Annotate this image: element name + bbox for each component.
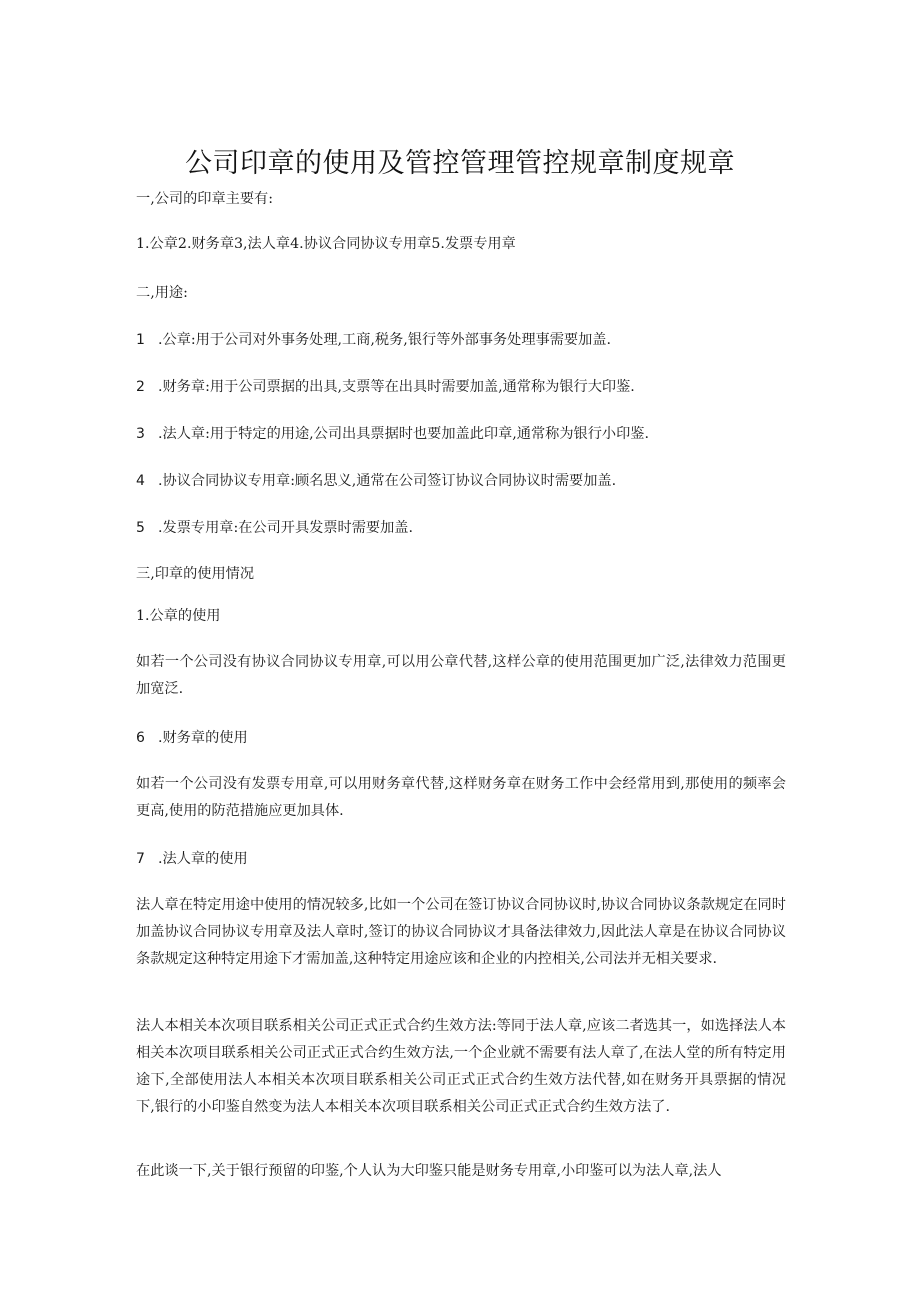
section-3-heading: 三,印章的使用情况 xyxy=(136,566,255,582)
subsection-1-paragraph: 如若一个公司没有协议合同协议专用章,可以用公章代替,这样公章的使用范围更加广泛,法律效力范围更加宽泛. xyxy=(136,654,786,697)
subsection-title: .财务章的使用 xyxy=(158,730,248,746)
use-item-text: .法人章:用于特定的用途,公司出具票据时也要加盖此印章,通常称为银行小印鉴. xyxy=(158,426,650,442)
subsection-title: .法人章的使用 xyxy=(158,851,248,867)
section-1-heading: 一,公司的印章主要有: xyxy=(136,191,273,207)
use-item-5 xyxy=(136,516,786,540)
seal-list: 1.公章2.财务章3,法人章4.协议合同协议专用章5.发票专用章 xyxy=(136,236,516,252)
use-item-3 xyxy=(136,422,786,446)
subsection-number: 6 xyxy=(136,730,145,746)
use-item-text: .公章:用于公司对外事务处理,工商,税务,银行等外部事务处理事需要加盖. xyxy=(158,332,611,348)
subsection-3-paragraph-1: 法人章在特定用途中使用的情况较多,比如一个公司在签订协议合同协议时,协议合同协议条款规定在同时加盖协议合同协议专用章及法人章时,签订的协议合同协议才具备法律效力,因此法人章是在协议合同协议条款规定这种特定用途下才需加盖,这种特定用途应该和企业的内控相关,公司法并无相关要求. xyxy=(136,897,786,967)
use-item-4 xyxy=(136,469,786,493)
subsection-3-heading xyxy=(136,847,786,871)
subsection-2-paragraph: 如若一个公司没有发票专用章,可以用财务章代替,这样财务章在财务工作中会经常用到,那使用的频率会更高,使用的防范措施应更加具体. xyxy=(136,776,786,819)
document-title: 公司印章的使用及管控管理管控规章制度规章 xyxy=(185,148,735,179)
use-item-text: .协议合同协议专用章:顾名思义,通常在公司签订协议合同协议时需要加盖. xyxy=(158,473,617,489)
subsection-number: 7 xyxy=(136,851,145,867)
use-item-number: 1 xyxy=(136,332,145,348)
use-item-text: .财务章:用于公司票据的出具,支票等在出具时需要加盖,通常称为银行大印鉴. xyxy=(158,379,635,395)
use-item-text: .发票专用章:在公司开具发票时需要加盖. xyxy=(158,520,413,536)
use-item-number: 5 xyxy=(136,520,145,536)
section-2-heading: 二,用途: xyxy=(136,285,188,301)
subsection-3-paragraph-2: 法人本相关本次项目联系相关公司正式正式合约生效方法:等同于法人章,应该二者选其一，如选择法人本相关本次项目联系相关公司正式正式合约生效方法,一个企业就不需要有法人章了,在法人堂的所有特定用途下,全部使用法人本相关本次项目联系相关公司正式正式合约生效方法代替,如在财务开具票据的情况下,银行的小印鉴自然变为法人本相关本次项目联系相关公司正式正式合约生效方法了. xyxy=(136,1018,786,1115)
subsection-1-heading: 1.公章的使用 xyxy=(136,608,221,624)
use-item-number: 3 xyxy=(136,426,145,442)
use-item-1 xyxy=(136,328,786,352)
use-item-number: 2 xyxy=(136,379,145,395)
subsection-2-heading xyxy=(136,726,786,750)
use-item-number: 4 xyxy=(136,473,145,489)
subsection-3-paragraph-3: 在此谈一下,关于银行预留的印鉴,个人认为大印鉴只能是财务专用章,小印鉴可以为法人章,法人 xyxy=(136,1163,722,1179)
use-item-2 xyxy=(136,375,786,399)
